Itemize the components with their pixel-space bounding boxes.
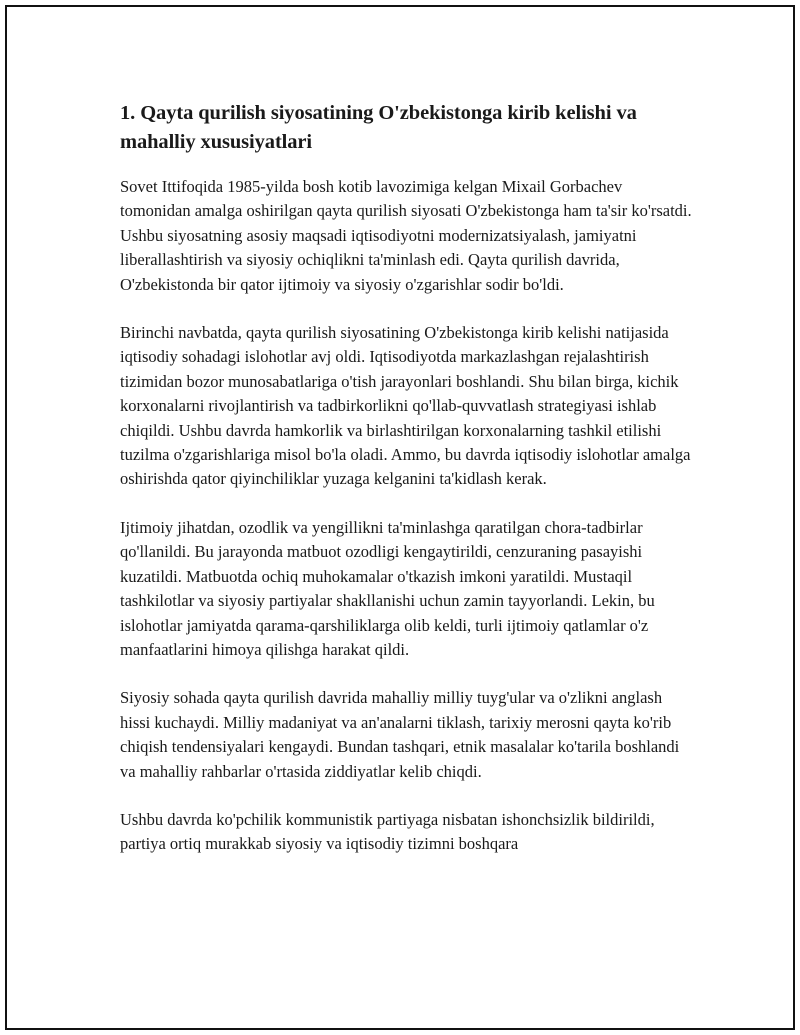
paragraph: Siyosiy sohada qayta qurilish davrida mahalliy milliy tuyg'ular va o'zlikni anglash hissi kuchaydi. Milliy madaniyat va an'analarni tiklash, tarixiy merosni qayta ko'rib chiqish tendensiyalari kengaydi. Bundan tashqari, etnik masalalar ko'tarila boshlandi va mahalliy rahbarlar o'rtasida ziddiyatlar kelib chiqdi.	[120, 688, 680, 781]
document-title: 1. Qayta qurilish siyosatining O'zbekistonga kirib kelishi va mahalliy xususiyatlari	[120, 102, 637, 153]
paragraph: Ijtimoiy jihatdan, ozodlik va yengillikni ta'minlashga qaratilgan chora-tadbirlar qo'llanildi. Bu jarayonda matbuot ozodligi kengaytirildi, cenzuraning pasayishi kuzatildi. Matbuotda ochiq muhokamalar o'tkazish imkoni yaratildi. Mustaqil tashkilotlar va siyosiy partiyalar shakllanishi uchun zamin tayyorlandi. Lekin, bu islohotlar jamiyatda qarama-qarshiliklarga olib keldi, turli ijtimoiy qatlamlar o'z manfaatlarini himoya qilishga harakat qildi.	[120, 517, 655, 659]
paragraph: Sovet Ittifoqida 1985-yilda bosh kotib lavozimiga kelgan Mixail Gorbachev tomonidan amalga oshirilgan qayta qurilish siyosati O'zbekistonga ham ta'sir ko'rsatdi. Ushbu siyosatning asosiy maqsadi iqtisodiyotni modernizatsiyalash, jamiyatni liberallashtirish va siyosiy ochiqlikni ta'minlash edi. Qayta qurilish davrida, O'zbekistonda bir qator ijtimoiy va siyosiy o'zgarishlar sodir bo'ldi.	[120, 177, 692, 294]
paragraph: Ushbu davrda ko'pchilik kommunistik partiyaga nisbatan ishonchsizlik bildirildi, partiya ortiq murakkab siyosiy va iqtisodiy tizimni boshqara	[120, 809, 655, 854]
paragraph: Birinchi navbatda, qayta qurilish siyosatining O'zbekistonga kirib kelishi natijasida iqtisodiy sohadagi islohotlar avj oldi. Iqtisodiyotda markazlashgan rejalashtirish tizimidan bozor munosabatlariga o'tish jarayonlari boshlandi. Shu bilan birga, kichik korxonalarni rivojlantirish va tadbirkorlikni qo'llab-quvvatlash strategiyasi ishlab chiqildi. Ushbu davrda hamkorlik va birlashtirilgan korxonalarning tashkil etilishi tuzilma o'zgarishlariga misol bo'la oladi. Ammo, bu davrda iqtisodiy islohotlar amalga oshirishda qator qiyinchiliklar yuzaga kelganini ta'kidlash kerak.	[120, 323, 691, 489]
document-body	[120, 99, 695, 881]
page-frame	[5, 5, 795, 1030]
